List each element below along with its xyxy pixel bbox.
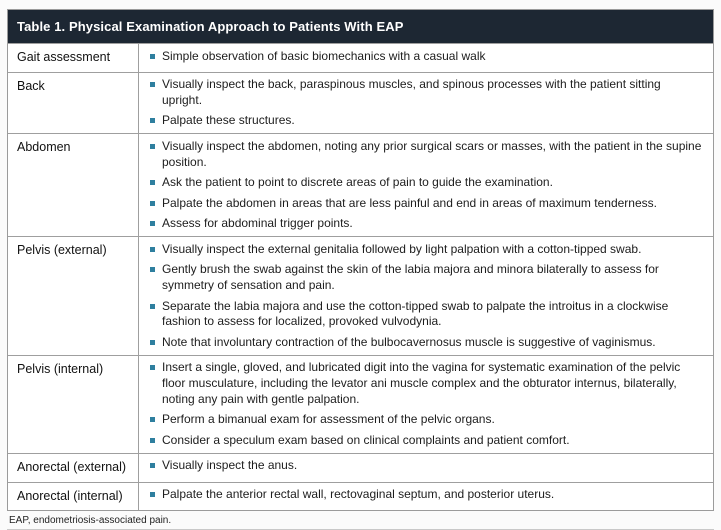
table-row-gait-assessment	[8, 43, 713, 72]
bullet-text: Visually inspect the back, paraspinous muscles, and spinous processes with the patient sitting upright.	[162, 77, 661, 107]
table-row-anorectal-external	[8, 453, 713, 482]
table-row-anorectal-internal	[8, 482, 713, 511]
bullet-item	[150, 260, 703, 296]
square-bullet-icon	[150, 463, 155, 468]
bullet-item	[150, 296, 703, 332]
row-category: Anorectal (external)	[8, 454, 139, 482]
bullet-item	[150, 173, 703, 194]
bullet-item	[150, 332, 703, 353]
bullet-item	[150, 430, 703, 451]
square-bullet-icon	[150, 82, 155, 87]
bullet-item	[150, 75, 703, 111]
bullet-text: Separate the labia majora and use the cotton-tipped swab to palpate the introitus in a clockwise fashion to assess for localized, provoked vulvodynia.	[162, 298, 669, 329]
row-category: Anorectal (internal)	[8, 483, 139, 511]
square-bullet-icon	[150, 438, 155, 443]
bullet-text: Ask the patient to point to discrete areas of pain to guide the examination.	[162, 175, 553, 190]
bullet-item	[150, 485, 703, 506]
row-category: Abdomen	[8, 134, 139, 236]
table-1-card	[7, 9, 714, 511]
table-footnote: EAP, endometriosis-associated pain.	[7, 511, 714, 530]
bullet-item	[150, 410, 703, 431]
bullet-text: Gently brush the swab against the skin of the labia majora and minora bilaterally to assess for symmetry of sensation and pain.	[162, 262, 659, 293]
bullet-item	[150, 456, 703, 477]
square-bullet-icon	[150, 54, 155, 59]
square-bullet-icon	[150, 365, 155, 370]
table-title-bar	[8, 10, 713, 43]
bullet-text: Palpate the abdomen in areas that are less painful and end in areas of maximum tenderness.	[162, 195, 657, 210]
bullet-text: Visually inspect the abdomen, noting any prior surgical scars or masses, with the patient in the supine position.	[162, 138, 702, 169]
bullet-text: Visually inspect the anus.	[162, 458, 298, 473]
bullet-text: Consider a speculum exam based on clinical complaints and patient comfort.	[162, 432, 570, 447]
row-items	[139, 44, 713, 72]
table-title: Table 1. Physical Examination Approach to Patients With EAP	[17, 19, 404, 34]
square-bullet-icon	[150, 304, 155, 309]
bullet-item	[150, 111, 703, 132]
row-category: Gait assessment	[8, 44, 139, 72]
bullet-text: Perform a bimanual exam for assessment of the pelvic organs.	[162, 412, 495, 427]
bullet-text: Note that involuntary contraction of the bulbocavernosus muscle is suggestive of vaginismus.	[162, 334, 656, 349]
bullet-item	[150, 239, 703, 260]
row-items	[139, 356, 713, 453]
row-category: Back	[8, 73, 139, 134]
row-items	[139, 73, 713, 134]
table-row-abdomen	[8, 133, 713, 236]
row-items	[139, 454, 713, 482]
square-bullet-icon	[150, 144, 155, 149]
square-bullet-icon	[150, 221, 155, 226]
bullet-item	[150, 193, 703, 214]
bullet-text: Assess for abdominal trigger points.	[162, 216, 353, 231]
square-bullet-icon	[150, 180, 155, 185]
square-bullet-icon	[150, 201, 155, 206]
square-bullet-icon	[150, 267, 155, 272]
bullet-item	[150, 214, 703, 235]
bullet-item	[150, 358, 703, 410]
square-bullet-icon	[150, 118, 155, 123]
row-items	[139, 483, 713, 511]
square-bullet-icon	[150, 417, 155, 422]
bullet-text: Palpate these structures.	[162, 113, 295, 128]
bullet-text: Palpate the anterior rectal wall, rectovaginal septum, and posterior uterus.	[162, 487, 555, 502]
square-bullet-icon	[150, 492, 155, 497]
row-category: Pelvis (external)	[8, 237, 139, 355]
row-items	[139, 134, 713, 236]
row-category: Pelvis (internal)	[8, 356, 139, 453]
table-row-pelvis-internal	[8, 355, 713, 453]
row-items	[139, 237, 713, 355]
square-bullet-icon	[150, 340, 155, 345]
bullet-text: Insert a single, gloved, and lubricated digit into the vagina for systematic examination of the pelvic floor musculature, including the levator ani muscle complex and the obturator internus, bilaterally, noting any pain with gentle palpation.	[162, 360, 681, 406]
bullet-text: Visually inspect the external genitalia followed by light palpation with a cotton-tipped swab.	[162, 241, 642, 256]
bullet-item	[150, 46, 703, 67]
square-bullet-icon	[150, 247, 155, 252]
table-row-pelvis-external	[8, 236, 713, 355]
bullet-text: Simple observation of basic biomechanics with a casual walk	[162, 48, 486, 63]
table-row-back	[8, 72, 713, 134]
bullet-item	[150, 136, 703, 172]
